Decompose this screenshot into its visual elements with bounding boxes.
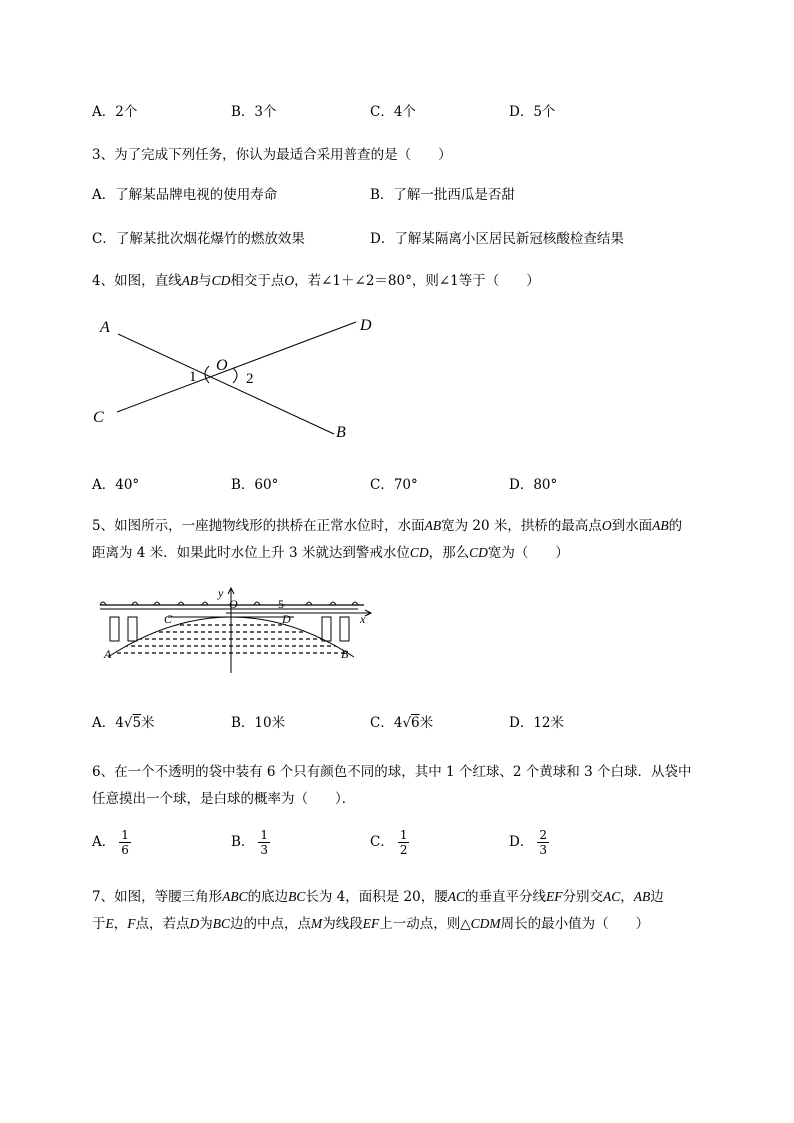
fraction [258, 828, 270, 857]
q6-option-c [370, 828, 409, 857]
q6-option-a [92, 828, 131, 857]
text: 7、如图，等腰三角形 [92, 889, 223, 905]
denominator: 3 [260, 843, 269, 857]
q3-option-d [370, 227, 624, 247]
label-y: y [218, 586, 224, 600]
option-text: 60° [254, 477, 279, 493]
text: 于 [92, 916, 106, 932]
line-cd [117, 322, 356, 412]
option-letter: C． [370, 477, 394, 493]
text: 长为 4，面积是 20，腰 [305, 889, 448, 905]
math-o: O [284, 273, 295, 288]
text: 与 [198, 273, 212, 289]
text: 边 [650, 889, 664, 905]
label-d: D [282, 612, 291, 626]
numerator: 2 [539, 828, 547, 842]
option-text: 4个 [393, 104, 416, 120]
q6-option-d [509, 828, 549, 857]
q2-option-b [231, 100, 277, 120]
label-o: O [216, 357, 228, 374]
q5-bridge-figure [96, 585, 381, 675]
water [96, 625, 376, 653]
text: 周长的最小值为（ ） [500, 916, 650, 932]
option-letter: C． [92, 231, 116, 247]
text: 相交于点 [230, 273, 285, 289]
text: ，若∠1＋∠2＝80°，则∠1等于（ ） [294, 273, 540, 289]
text: 点，若点 [135, 916, 190, 932]
text: 到水面 [611, 518, 653, 534]
text: ， [113, 916, 128, 932]
label-b: B [336, 424, 346, 441]
math-cd: CD [409, 545, 429, 560]
label-angle2: 2 [246, 371, 254, 387]
option-letter: A． [92, 715, 116, 731]
option-letter: B． [370, 187, 394, 203]
text: 为 [199, 916, 213, 932]
option-letter: A． [92, 834, 116, 850]
fraction [537, 828, 549, 857]
label-a: A [100, 319, 110, 336]
math-cd: CD [211, 273, 231, 288]
pillar [340, 617, 349, 641]
math-ac: AC [602, 889, 621, 904]
option-text: 12米 [533, 715, 565, 731]
text: ， [620, 889, 634, 905]
q4-stem [92, 269, 540, 289]
option-letter: A． [92, 104, 116, 120]
q3-option-b [370, 183, 515, 203]
denominator: 3 [539, 843, 547, 857]
radical-coef: 4 [115, 715, 124, 731]
q2-option-a [92, 100, 137, 120]
line-ab [118, 334, 334, 434]
text: 宽为 20 米，拱桥的最高点 [441, 518, 602, 534]
q5-option-d [509, 711, 564, 731]
math-ef: EF [362, 916, 380, 931]
option-letter: D． [509, 477, 534, 493]
q7-stem-line1 [92, 885, 664, 905]
option-text: 10米 [254, 715, 286, 731]
option-text: 80° [533, 477, 558, 493]
option-letter: A． [92, 187, 116, 203]
option-text: 了解某隔离小区居民新冠核酸检查结果 [394, 231, 624, 247]
text: 为线段 [322, 916, 363, 932]
text: 上一动点，则△ [379, 916, 471, 932]
math-cd: CD [469, 545, 488, 560]
math-bc: BC [288, 889, 306, 904]
math-ab: AB [181, 273, 199, 288]
q5-option-b [231, 711, 285, 731]
option-letter: B． [231, 477, 255, 493]
option-letter: C． [370, 104, 394, 120]
option-letter: D． [509, 834, 534, 850]
pillar [128, 617, 137, 641]
q6-stem-line1: 6、在一个不透明的袋中装有 6 个只有颜色不同的球，其中 1 个红球、2 个黄球和 3 个白球．从袋中 [92, 764, 692, 780]
text: 4、如图，直线 [92, 273, 182, 289]
option-letter: B． [231, 104, 255, 120]
denominator: 6 [121, 843, 129, 857]
q4-option-b [231, 473, 278, 493]
math-abc: ABC [222, 889, 248, 904]
label-o: O [229, 597, 238, 611]
text: 边的中点，点 [230, 916, 312, 932]
option-text: 了解一批西瓜是否甜 [393, 187, 515, 203]
text: 5、如图所示，一座抛物线形的拱桥在正常水位时，水面 [92, 518, 425, 534]
numerator: 1 [260, 828, 269, 842]
q2-option-c [370, 100, 416, 120]
option-text: 2个 [115, 104, 138, 120]
label-a: A [104, 647, 112, 661]
option-text: 40° [115, 477, 140, 493]
q4-option-a [92, 473, 139, 493]
option-unit: 米 [141, 715, 155, 731]
q5-option-a [92, 711, 155, 731]
q6-option-b [231, 828, 270, 857]
label-five: 5 [278, 597, 284, 611]
label-x: x [360, 612, 366, 626]
radicand: 6 [411, 715, 420, 731]
option-text: 70° [393, 477, 418, 493]
numerator: 1 [121, 828, 129, 842]
text: ，那么 [428, 545, 470, 561]
text: 的 [668, 518, 683, 534]
fraction [398, 828, 410, 857]
numerator: 1 [399, 828, 408, 842]
option-letter: C． [370, 834, 394, 850]
text: 距离为 4 米．如果此时水位上升 3 米就达到警戒水位 [92, 545, 410, 561]
option-letter: D． [509, 104, 534, 120]
pillar [110, 617, 119, 641]
math-ab: AB [652, 518, 669, 533]
q3-option-c [92, 227, 305, 247]
q6-stem-line2: 任意摸出一个球，是白球的概率为（ ）． [92, 791, 356, 807]
radical-coef: 4 [393, 715, 403, 731]
q2-option-d [509, 100, 555, 120]
option-text: 了解某品牌电视的使用寿命 [115, 187, 278, 203]
pillar [322, 617, 331, 641]
math-ac: AC [447, 889, 465, 904]
math-m: M [311, 916, 323, 931]
math-o: O [601, 518, 612, 533]
fraction [119, 828, 131, 857]
label-angle1: 1 [189, 369, 197, 385]
option-letter: B． [231, 715, 255, 731]
option-letter: D． [370, 231, 395, 247]
q5-stem-line1 [92, 514, 682, 534]
math-ab: AB [424, 518, 442, 533]
option-letter: B． [231, 834, 255, 850]
math-f: F [127, 916, 136, 931]
label-b: B [341, 647, 349, 661]
q4-option-c [370, 473, 418, 493]
option-unit: 米 [419, 715, 434, 731]
sqrt-icon: √ [402, 715, 412, 731]
text: 宽为（ ） [487, 545, 569, 561]
q3-option-a [92, 183, 277, 203]
sqrt-icon: √ [123, 715, 133, 731]
option-text: 3个 [254, 104, 277, 120]
math-ef: EF [545, 889, 563, 904]
q4-option-d [509, 473, 557, 493]
q4-figure [88, 310, 388, 445]
q7-stem-line2 [92, 912, 649, 932]
q5-option-c [370, 711, 433, 731]
denominator: 2 [399, 843, 408, 857]
text: 分别交 [562, 889, 603, 905]
q5-stem-line2 [92, 541, 569, 561]
option-letter: A． [92, 477, 116, 493]
math-bc: BC [212, 916, 231, 931]
math-cdm: CDM [470, 916, 501, 931]
option-text: 了解某批次烟花爆竹的燃放效果 [115, 231, 305, 247]
angle2-arc [233, 368, 237, 383]
label-d: D [360, 317, 372, 334]
q3-stem: 3、为了完成下列任务，你认为最适合采用普查的是（ ） [92, 147, 452, 163]
math-d: D [189, 916, 200, 931]
label-c: C [164, 612, 173, 626]
option-text: 5个 [533, 104, 556, 120]
radicand: 5 [132, 715, 142, 731]
text: 的底边 [247, 889, 289, 905]
math-ab: AB [633, 889, 651, 904]
option-letter: D． [509, 715, 534, 731]
math-e: E [105, 916, 114, 931]
text: 的垂直平分线 [464, 889, 546, 905]
option-letter: C． [370, 715, 394, 731]
label-c: C [93, 409, 104, 426]
